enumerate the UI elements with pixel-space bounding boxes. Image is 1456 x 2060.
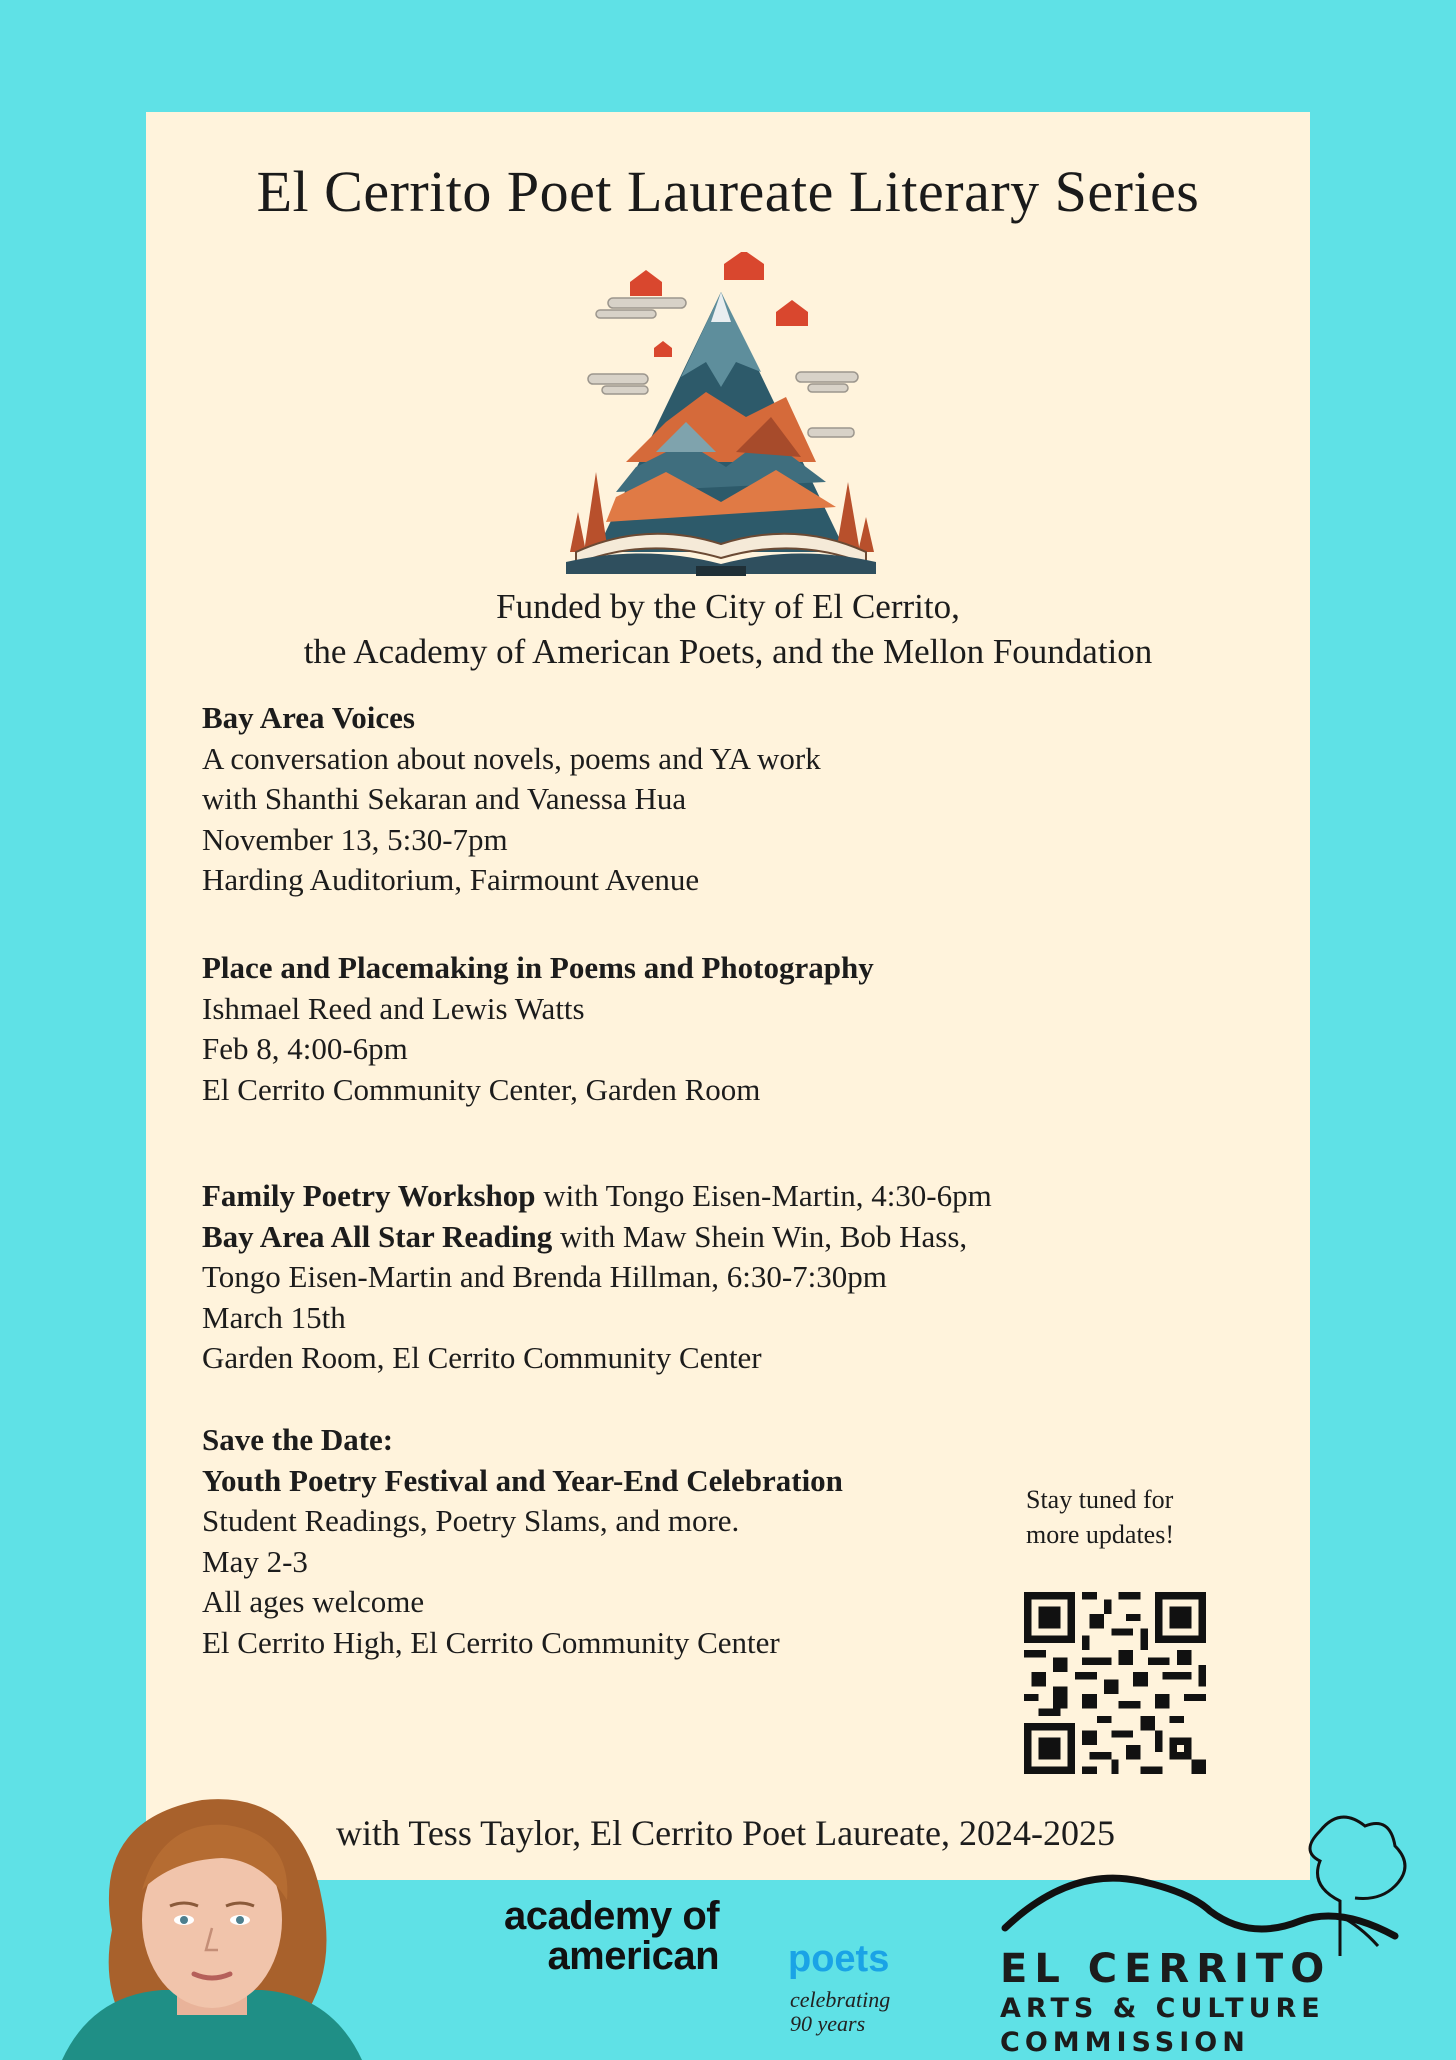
updates-line-2: more updates! [1026,1520,1175,1549]
event-detail: with Tongo Eisen-Martin, 4:30-6pm [535,1178,992,1213]
event-title: Youth Poetry Festival and Year-End Celebration [202,1462,843,1498]
event-detail: with Shanthi Sekaran and Vanessa Hua [202,781,687,816]
event-place-and-placemaking [202,948,874,1110]
funding-statement [146,584,1310,674]
celebrating-90-years [790,1988,890,2036]
event-date: Feb 8, 4:00-6pm [202,1031,408,1066]
event-location: El Cerrito High, El Cerrito Community Center [202,1624,780,1660]
event-detail: A conversation about novels, poems and YA work [202,740,821,776]
el-cerrito-arts-commission-logo [1000,1946,1331,2060]
qr-code[interactable] [1024,1592,1206,1774]
academy-logo-line-2: american [547,1934,720,1978]
event-bay-area-voices [202,698,821,901]
commission-line-2: ARTS & CULTURE [1000,1993,1325,2024]
academy-of-american-poets-logo [504,1896,719,1976]
poet-laureate-credit: with Tess Taylor, El Cerrito Poet Laureate, 2024-2025 [336,1813,1116,1853]
poet-portrait [52,1780,372,2060]
event-date: November 13, 5:30-7pm [202,821,508,857]
celebrating-line-2: 90 years [790,2011,866,2036]
event-date: May 2-3 [202,1543,308,1579]
event-title: Place and Placemaking in Poems and Photography [202,950,874,985]
event-youth-poetry-festival [202,1420,843,1663]
event-detail: All ages welcome [202,1584,425,1619]
event-detail: Ishmael Reed and Lewis Watts [202,990,585,1026]
academy-logo-line-1: academy of [504,1894,720,1938]
event-title: Family Poetry Workshop [202,1178,536,1213]
event-location: El Cerrito Community Center, Garden Room [202,1071,761,1107]
mountain-book-illustration [546,252,896,582]
el-cerrito-hill-tree-icon [1000,1806,1420,1956]
updates-note [1026,1482,1174,1552]
event-family-and-all-star [202,1176,992,1379]
poster-title: El Cerrito Poet Laureate Literary Series [256,159,1200,224]
event-title: Bay Area All Star Reading [202,1218,553,1254]
commission-line-1: EL CERRITO [1000,1946,1332,1992]
event-location: Harding Auditorium, Fairmount Avenue [202,862,700,897]
funding-line-2: the Academy of American Poets, and the Mellon Foundation [303,632,1153,671]
event-date: March 15th [202,1299,346,1335]
commission-line-3: COMMISSION [1000,2027,1250,2058]
event-detail: Tongo Eisen-Martin and Brenda Hillman, 6:30-7:30pm [202,1259,887,1294]
event-detail: with Maw Shein Win, Bob Hass, [552,1218,968,1254]
academy-logo-poets: poets [788,1938,890,1980]
celebrating-line-1: celebrating [790,1987,891,2012]
event-detail: Student Readings, Poetry Slams, and more. [202,1503,740,1538]
event-title: Bay Area Voices [202,700,415,735]
save-the-date-label: Save the Date: [202,1422,394,1457]
event-location: Garden Room, El Cerrito Community Center [202,1340,762,1375]
poster-card [146,112,1310,1880]
funding-line-1: Funded by the City of El Cerrito, [496,587,960,626]
updates-line-1: Stay tuned for [1026,1485,1174,1514]
